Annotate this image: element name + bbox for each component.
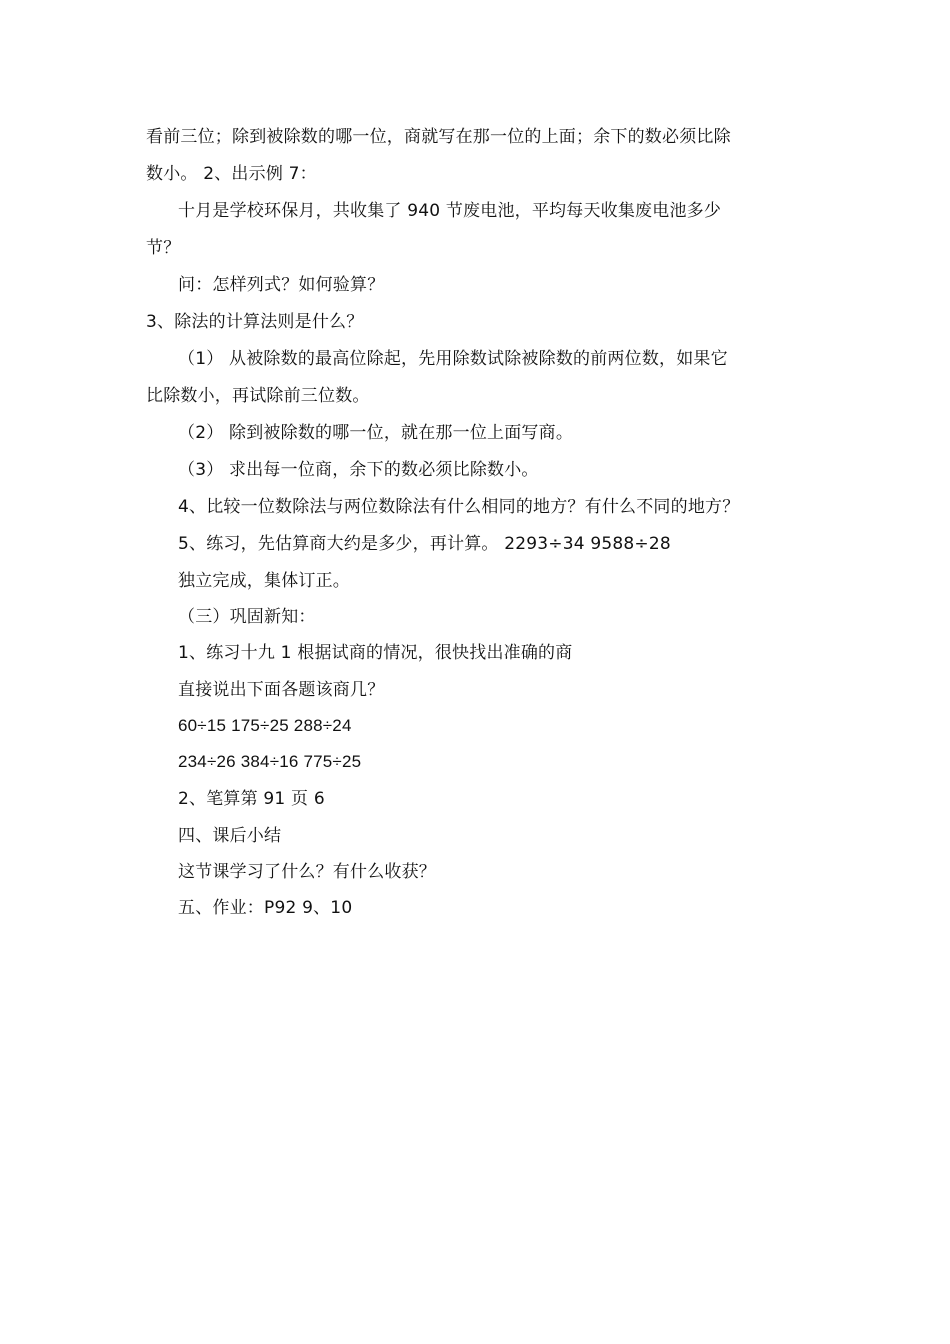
text-line: 数小。 2、出示例 7： [146,164,317,184]
section-heading: （三）巩固新知： [178,607,316,627]
exercise-line: 60÷15 175÷25 288÷24 [178,716,352,735]
text-line: 5、练习，先估算商大约是多少，再计算。 2293÷34 9588÷28 [178,534,671,554]
text-line: （1） 从被除数的最高位除起，先用除数试除被除数的前两位数，如果它 [178,349,728,369]
text-line: 五、作业：P92 9、10 [178,898,353,918]
text-line: 十月是学校环保月，共收集了 940 节废电池，平均每天收集废电池多少 [178,201,722,221]
section-heading: 3、除法的计算法则是什么？ [146,312,364,332]
text-line: 节？ [146,238,181,258]
text-line: 比除数小，再试除前三位数。 [146,386,370,406]
text-line: 独立完成，集体订正。 [178,571,350,591]
text-line: 这节课学习了什么？有什么收获？ [178,862,436,882]
text-line: 1、练习十九 1 根据试商的情况，很快找出准确的商 [178,643,573,663]
exercise-line: 234÷26 384÷16 775÷25 [178,752,362,771]
text-line: （3） 求出每一位商，余下的数必须比除数小。 [178,460,539,480]
text-line: 2、笔算第 91 页 6 [178,789,325,809]
section-heading: 四、课后小结 [178,826,282,846]
text-line: （2） 除到被除数的哪一位，就在那一位上面写商。 [178,423,574,443]
text-line: 4、比较一位数除法与两位数除法有什么相同的地方？有什么不同的地方？ [178,497,740,517]
text-line: 直接说出下面各题该商几？ [178,680,385,700]
text-line: 问：怎样列式？如何验算？ [178,275,385,295]
text-line: 看前三位；除到被除数的哪一位，商就写在那一位的上面；余下的数必须比除 [146,127,731,147]
